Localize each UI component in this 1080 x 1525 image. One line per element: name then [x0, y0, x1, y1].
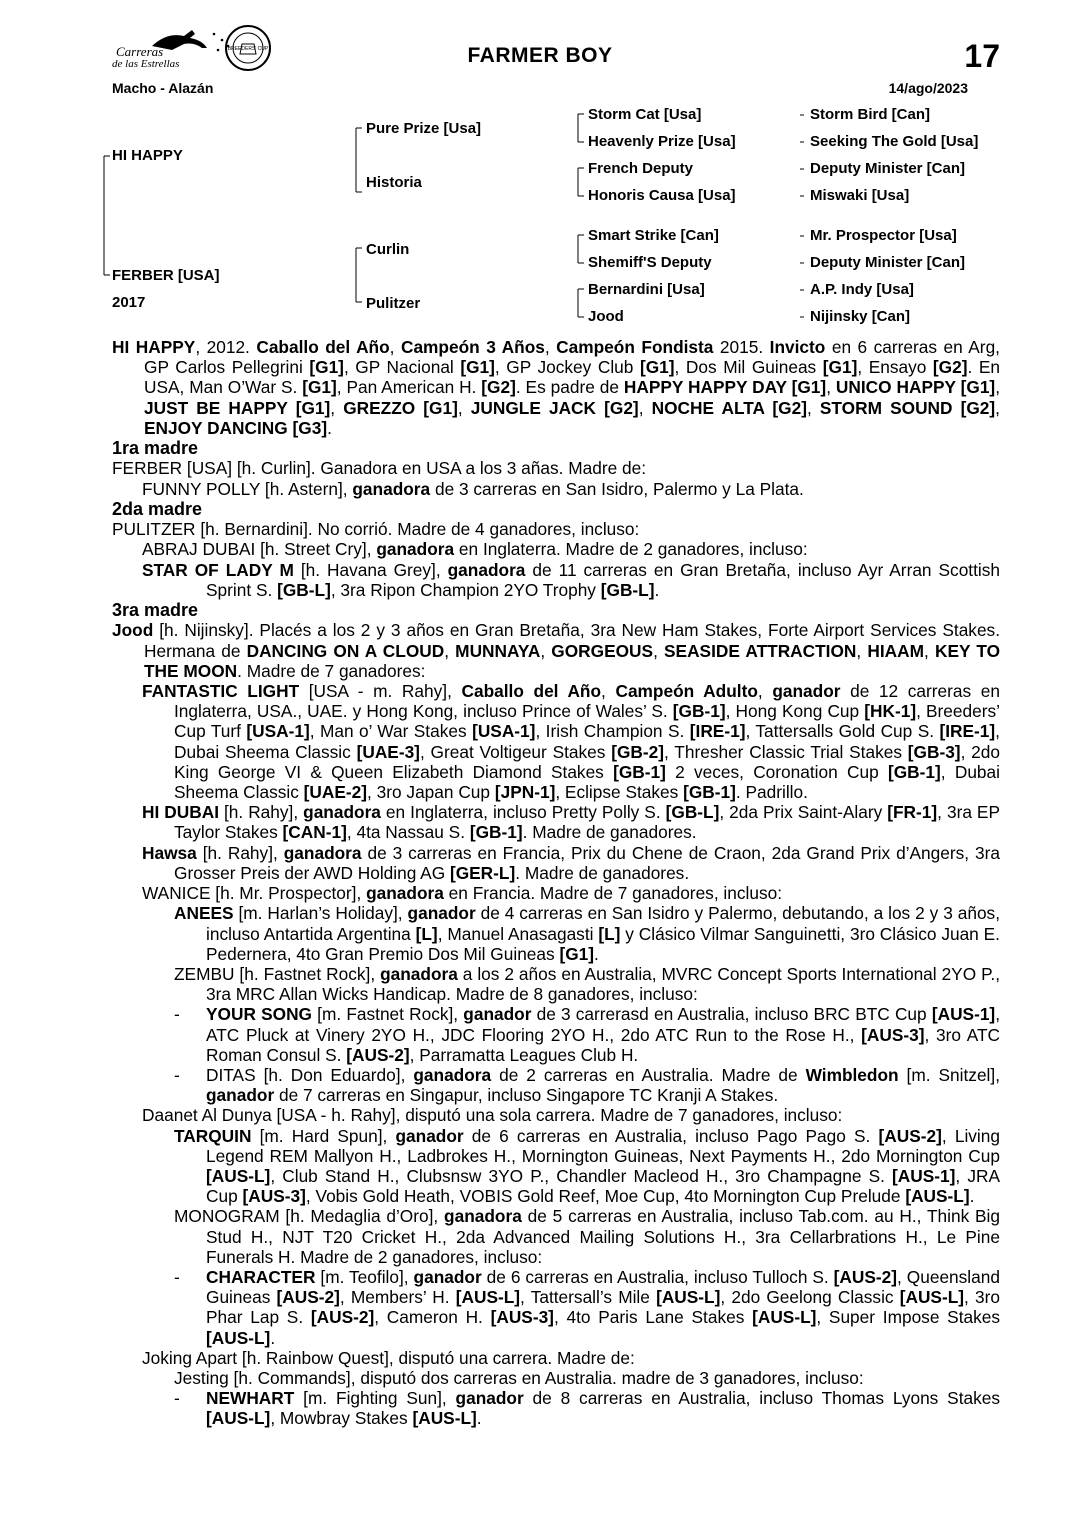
sire-paragraph: HI HAPPY, 2012. Caballo del Año, Campeón 3 Años, Campeón Fondista 2015. Invicto en 6 carreras en Arg, GP Carlos Pellegrini [G1], GP Nacional [G1], GP Jockey Club [G1], Dos Mil Guineas [G1], Ensayo [G2]. En USA, Man O’War S. [G1], Pan American H. [G2]. Es padre de HAPPY HAPPY DAY [G1], UNICO HAPPY [G1], JUST BE HAPPY [G1], GREZZO [G1], JUNGLE JACK [G2], NOCHE ALTA [G2], STORM SOUND [G2], ENJOY DANCING [G3].	[112, 337, 1001, 438]
produce-item: Jesting [h. Commands], disputó dos carreras en Australia. madre de 3 ganadores, incluso:	[174, 1367, 864, 1388]
produce-item: Daanet Al Dunya [USA - h. Rahy], disputó una sola carrera. Madre de 7 ganadores, incluso:	[142, 1105, 843, 1126]
produce-item: FUNNY POLLY [h. Astern], ganadora de 3 carreras en San Isidro, Palermo y La Plata.	[142, 478, 804, 499]
produce-item: Joking Apart [h. Rainbow Quest], disputó una carrera. Madre de:	[142, 1347, 635, 1368]
second-dam: PULITZER [h. Bernardini]. No corrió. Madre de 4 ganadores, incluso:	[112, 519, 640, 540]
ped-g3: Smart Strike [Can]	[588, 227, 719, 244]
ped-g4: Deputy Minister [Can]	[810, 254, 966, 271]
ped-g4: A.P. Indy [Usa]	[810, 281, 914, 298]
logo-text: Carreras de las Estrellas	[112, 44, 180, 70]
ped-g2: Historia	[366, 174, 422, 191]
produce-item: MONOGRAM [h. Medaglia d’Oro], ganadora de 5 carreras en Australia, incluso Tab.com. au H., Think Big Stud H., NJT T20 Cricket H., 2da Advanced Mailing Solutions H., 3ra Cellarbrations H., Le Pine Funerals H. Madre de 2 ganadores, incluso:	[174, 1206, 1000, 1267]
dam: FERBER [USA]	[112, 267, 220, 284]
pedigree-table	[0, 100, 1080, 335]
sire: HI HAPPY	[112, 147, 183, 164]
ped-g3: Jood	[588, 308, 624, 325]
produce-item: HI DUBAI [h. Rahy], ganadora en Inglaterra, incluso Pretty Polly S. [GB-L], 2da Prix Saint-Alary [FR-1], 3ra EP Taylor Stakes [CAN-1], 4ta Nassau S. [GB-1]. Madre de ganadores.	[142, 802, 1000, 843]
seal-text: BREEDERS' CUP	[227, 46, 269, 52]
catalogue-text	[112, 337, 1000, 1429]
ped-g2: Curlin	[366, 241, 410, 258]
produce-item: - NEWHART [m. Fighting Sun], ganador de 8 carreras en Australia, incluso Thomas Lyons Stakes [AUS-L], Mowbray Stakes [AUS-L].	[174, 1388, 1000, 1429]
produce-item: - YOUR SONG [m. Fastnet Rock], ganador de 3 carrerasd en Australia, incluso BRC BTC Cup [AUS-1], ATC Pluck at Vinery 2YO H., JDC Flooring 2YO H., 2do ATC Run to the Rose H., [AUS-3], 3ro ATC Roman Consul S. [AUS-2], Parramatta Leagues Club H.	[174, 1004, 1001, 1065]
ped-g4: Mr. Prospector [Usa]	[810, 227, 957, 244]
lot-number: 17	[964, 38, 1000, 74]
produce-item: STAR OF LADY M [h. Havana Grey], ganadora de 11 carreras en Gran Bretaña, incluso Ayr Arran Scottish Sprint S. [GB-L], 3ra Ripon Champion 2YO Trophy [GB-L].	[142, 559, 1000, 600]
ped-g3: Shemiff'S Deputy	[588, 254, 712, 271]
sex-color: Macho - Alazán	[112, 80, 214, 96]
ped-g3: Honoris Causa [Usa]	[588, 187, 736, 204]
ped-g4: Storm Bird [Can]	[810, 106, 930, 123]
produce-item: - CHARACTER [m. Teofilo], ganador de 6 carreras en Australia, incluso Tulloch S. [AUS-2], Queensland Guineas [AUS-2], Members’ H. [AUS-L], Tattersall’s Mile [AUS-L], 2do Geelong Classic [AUS-L], 3ro Phar Lap S. [AUS-2], Cameron H. [AUS-3], 4to Paris Lane Stakes [AUS-L], Super Impose Stakes [AUS-L].	[174, 1266, 1000, 1348]
ped-g4: Deputy Minister [Can]	[810, 160, 966, 177]
section-1ra-madre: 1ra madre	[112, 438, 199, 459]
ped-g3: Heavenly Prize [Usa]	[588, 133, 736, 150]
sale-date: 14/ago/2023	[888, 80, 968, 96]
produce-item: TARQUIN [m. Hard Spun], ganador de 6 carreras en Australia, incluso Pago Pago S. [AUS-2], Living Legend REM Mallyon H., Ladbrokes H., Mornington Guineas, Next Payments H., 2do Mornington Cup [AUS-L], Club Stand H., Clubsnsw 3YO P., Chandler Macleod H., 3ro Champagne S. [AUS-1], JRA Cup [AUS-3], Vobis Gold Heath, VOBIS Gold Reef, Moe Cup, 4to Mornington Cup Prelude [AUS-L].	[174, 1125, 1001, 1207]
third-dam: Jood [h. Nijinsky]. Placés a los 2 y 3 años en Gran Bretaña, 3ra New Ham Stakes, Forte Airport Services Stakes. Hermana de DANCING ON A CLOUD, MUNNAYA, GORGEOUS, SEASIDE ATTRACTION, HIAAM, KEY TO THE MOON. Madre de 7 ganadores:	[112, 620, 1001, 681]
foaling-year: 2017	[112, 294, 146, 311]
produce-item: ABRAJ DUBAI [h. Street Cry], ganadora en Inglaterra. Madre de 2 ganadores, incluso:	[142, 539, 808, 560]
ped-g2: Pulitzer	[366, 295, 421, 312]
produce-item: Hawsa [h. Rahy], ganadora de 3 carreras en Francia, Prix du Chene de Craon, 2da Grand Prix d’Angers, 3ra Grosser Preis der AWD Holding AG [GER-L]. Madre de ganadores.	[142, 842, 1000, 883]
produce-item: FANTASTIC LIGHT [USA - m. Rahy], Caballo del Año, Campeón Adulto, ganador de 12 carreras en Inglaterra, USA., UAE. y Hong Kong, incluso Prince of Wales’ S. [GB-1], Hong Kong Cup [HK-1], Breeders’ Cup Turf [USA-1], Man o’ War Stakes [USA-1], Irish Champion S. [IRE-1], Tattersalls Gold Cup S. [IRE-1], Dubai Sheema Classic [UAE-3], Great Voltigeur Stakes [GB-2], Thresher Classic Trial Stakes [GB-3], 2do King George VI & Queen Elizabeth Diamond Stakes [GB-1] 2 veces, Coronation Cup [GB-1], Dubai Sheema Classic [UAE-2], 3ro Japan Cup [JPN-1], Eclipse Stakes [GB-1]. Padrillo.	[142, 681, 1000, 803]
page-title: FARMER BOY	[467, 44, 613, 67]
ped-g3: Storm Cat [Usa]	[588, 106, 702, 123]
ped-g3: French Deputy	[588, 160, 694, 177]
ped-g2: Pure Prize [Usa]	[366, 120, 482, 137]
ped-g4: Seeking The Gold [Usa]	[810, 133, 979, 150]
section-3ra-madre: 3ra madre	[112, 600, 199, 621]
produce-item: - DITAS [h. Don Eduardo], ganadora de 2 carreras en Australia. Madre de Wimbledon [m. Snitzel], ganador de 7 carreras en Singapur, incluso Singapore TC Kranji A Stakes.	[174, 1064, 1001, 1106]
ped-g3: Bernardini [Usa]	[588, 281, 705, 298]
ped-g4: Nijinsky [Can]	[810, 308, 911, 325]
ped-g4: Miswaki [Usa]	[810, 187, 910, 204]
first-dam: FERBER [USA] [h. Curlin]. Ganadora en USA a los 3 añas. Madre de:	[112, 458, 647, 479]
produce-item: WANICE [h. Mr. Prospector], ganadora en Francia. Madre de 7 ganadores, incluso:	[142, 883, 783, 904]
produce-item: ANEES [m. Harlan’s Holiday], ganador de 4 carreras en San Isidro y Palermo, debutando, a los 2 y 3 años, incluso Antartida Argentina [L], Manuel Anasagasti [L] y Clásico Vilmar Sanguinetti, 3ro Clásico Juan E. Pedernera, 4to Gran Premio Dos Mil Guineas [G1].	[174, 903, 1000, 964]
section-2da-madre: 2da madre	[112, 498, 203, 519]
produce-item: ZEMBU [h. Fastnet Rock], ganadora a los 2 años en Australia, MVRC Concept Sports International 2YO P., 3ra MRC Allan Wicks Handicap. Madre de 8 ganadores, incluso:	[174, 963, 1000, 1005]
